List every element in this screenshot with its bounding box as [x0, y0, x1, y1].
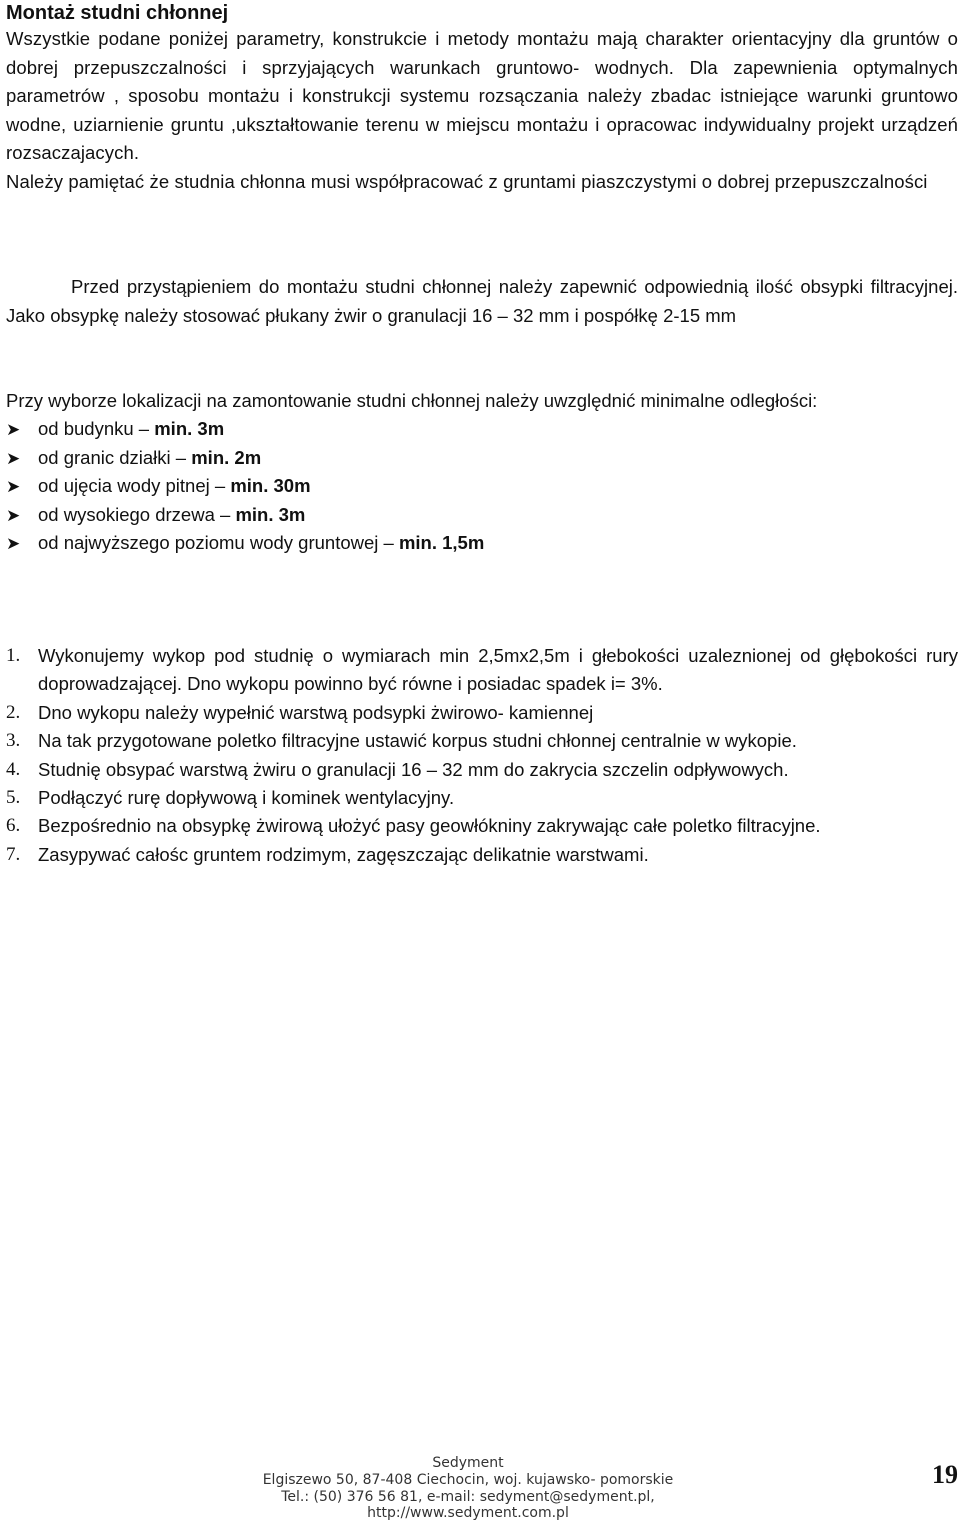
distance-value: min. 1,5m	[398, 532, 485, 554]
distances-list	[6, 415, 484, 558]
distance-label: od ujęcia wody pitnej –	[38, 475, 231, 497]
step-text: Dno wykopu należy wypełnić warstwą podsypki żwirowo- kamiennej	[38, 701, 594, 723]
arrow-bullet-icon: ➤	[6, 534, 21, 554]
step-text: Zasypywać całośc gruntem rodzimym, zagęszczając delikatnie warstwami.	[38, 843, 649, 865]
list-item	[6, 727, 958, 755]
distances-intro: Przy wyborze lokalizacji na zamontowanie studni chłonnej należy uwzględnić minimalne odległości:	[6, 390, 818, 411]
list-item	[6, 784, 958, 812]
list-item	[6, 812, 958, 840]
step-number: 7.	[6, 843, 21, 865]
step-number: 2.	[6, 701, 21, 723]
distance-label: od granic działki –	[38, 446, 192, 468]
step-text: Podłączyć rurę dopływową i kominek wentylacyjny.	[38, 787, 455, 809]
arrow-bullet-icon: ➤	[6, 477, 21, 497]
distance-label: od najwyższego poziomu wody gruntowej –	[38, 532, 399, 554]
distance-label: od wysokiego drzewa –	[38, 503, 236, 525]
list-item	[6, 472, 484, 501]
step-number: 6.	[6, 815, 21, 837]
page-number: 19	[932, 1460, 958, 1489]
list-item	[6, 444, 484, 473]
obsypka-paragraph: Przed przystąpieniem do montażu studni chłonnej należy zapewnić odpowiednią ilość obsypki filtracyjnej. Jako obsypkę należy stosować płukany żwir o granulacji 16 – 32 mm i pospółkę 2-15 mm	[6, 276, 958, 326]
step-text: Studnię obsypać warstwą żwiru o granulacji 16 – 32 mm do zakrycia szczelin odpływowych.	[38, 758, 789, 780]
step-number: 4.	[6, 758, 21, 780]
list-item	[6, 529, 484, 558]
distance-value: min. 30m	[230, 475, 311, 497]
arrow-bullet-icon: ➤	[6, 420, 21, 439]
page-footer	[250, 1455, 686, 1522]
arrow-bullet-icon: ➤	[6, 505, 21, 525]
step-text: Bezpośrednio na obsypkę żwirową ułożyć pasy geowłókniny zakrywając całe poletko filtracyjne.	[38, 815, 821, 837]
step-number: 1.	[6, 645, 21, 666]
footer-contact: Tel.: (50) 376 56 81, e-mail: sedyment@sedyment.pl,	[281, 1488, 655, 1505]
distance-label: od budynku –	[38, 418, 155, 439]
intro-paragraph: Wszystkie podane poniżej parametry, konstrukcie i metody montażu mają charakter orientacyjny dla gruntów o dobrej przepuszczalności i sprzyjających warunkach gruntowo- wodnych. Dla zapewnienia optymalnych parametrów , sposobu montażu i konstrukcji systemu rozsączania należy zbadac istniejące warunki gruntowo wodne, uziarnienie gruntu ,ukształtowanie terenu w miejscu montażu i opracowac indywidualny projekt urządzeń rozsaczajacych.	[6, 28, 958, 164]
distance-value: min. 2m	[191, 446, 262, 468]
step-text: Na tak przygotowane poletko filtracyjne ustawić korpus studni chłonnej centralnie w wykopie.	[38, 730, 797, 752]
distance-value: min. 3m	[235, 503, 306, 525]
arrow-bullet-icon: ➤	[6, 448, 21, 468]
footer-website: http://www.sedyment.com.pl	[367, 1505, 569, 1522]
list-item	[6, 415, 484, 444]
footer-address: Elgiszewo 50, 87-408 Ciechocin, woj. kujawsko- pomorskie	[262, 1471, 674, 1488]
intro-section	[6, 25, 958, 197]
list-item	[6, 756, 958, 784]
list-item	[6, 642, 958, 699]
intro-paragraph-soil: Należy pamiętać że studnia chłonna musi współpracować z gruntami piaszczystymi o dobrej przepuszczalności	[6, 170, 928, 192]
step-text: Wykonujemy wykop pod studnię o wymiarach min 2,5mx2,5m i głebokości uzaleznionej od głębokości rury doprowadzającej. Dno wykopu powinno być równe i posiadac spadek i= 3%.	[38, 645, 958, 695]
step-number: 3.	[6, 730, 21, 752]
step-number: 5.	[6, 787, 21, 809]
list-item	[6, 501, 484, 530]
list-item	[6, 841, 958, 869]
footer-company: Sedyment	[432, 1455, 504, 1471]
list-item	[6, 699, 958, 727]
page-title: Montaż studni chłonnej	[6, 2, 229, 24]
installation-steps	[6, 642, 958, 869]
distance-value: min. 3m	[154, 418, 225, 439]
